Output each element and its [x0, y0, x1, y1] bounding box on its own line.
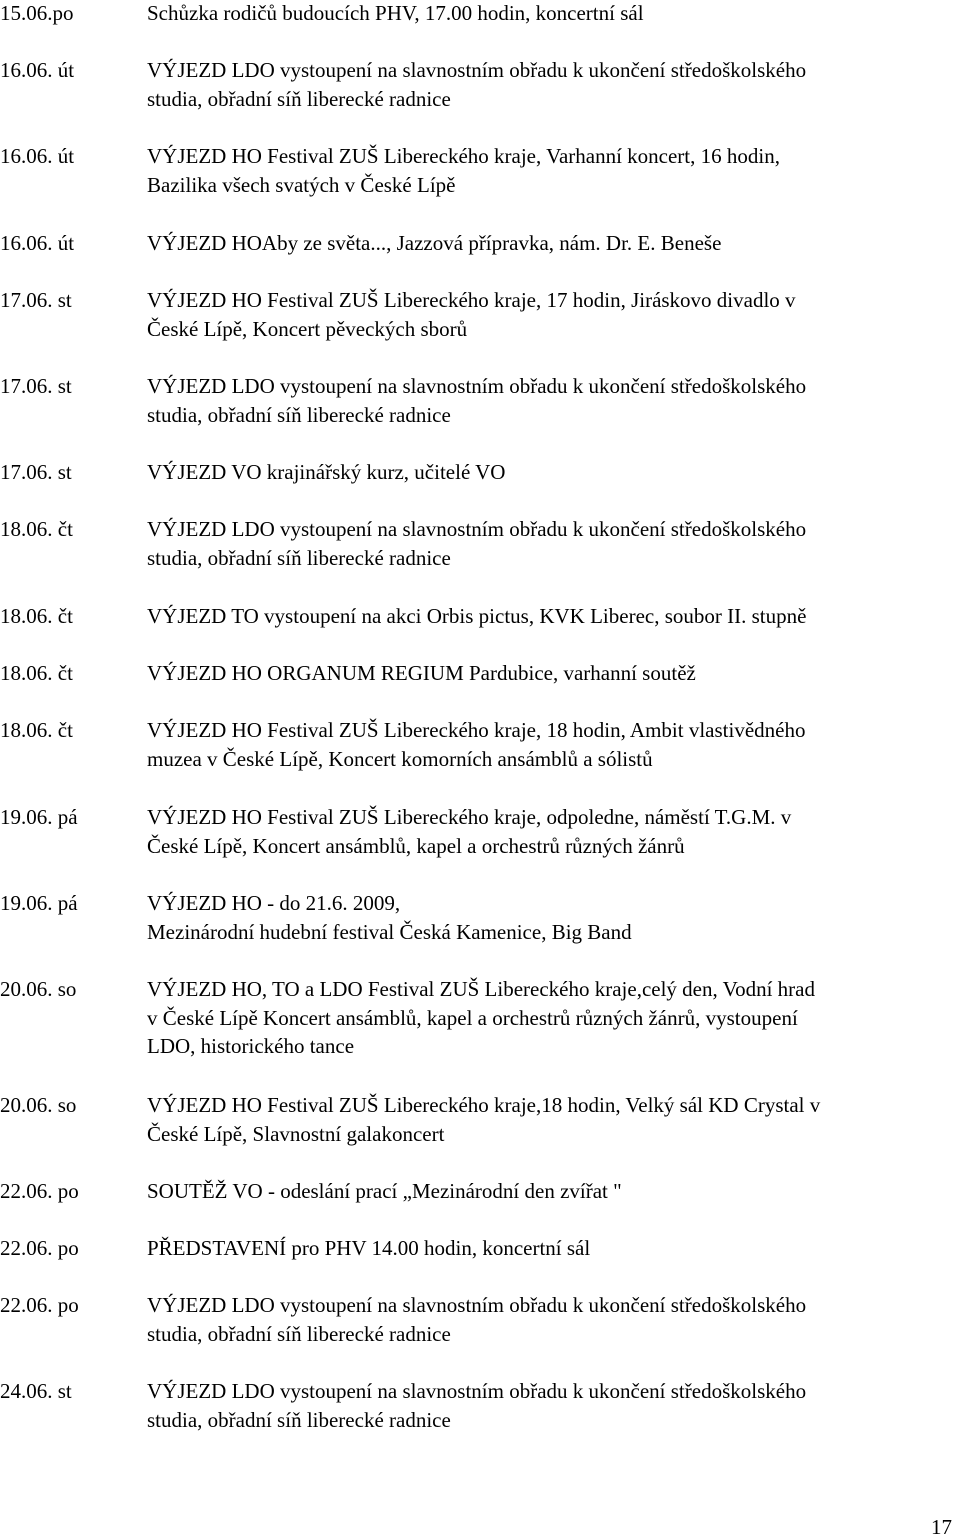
- entry-description: [147, 142, 957, 199]
- entry-date: 16.06. út: [0, 231, 75, 255]
- entry-description: [147, 716, 957, 773]
- entry-line: VÝJEZD HOAby ze světa..., Jazzová přípravka, nám. Dr. E. Beneše: [147, 231, 722, 255]
- entry-date: 18.06. čt: [0, 604, 73, 628]
- entry-line: České Lípě, Koncert pěveckých sborů: [147, 316, 468, 341]
- entry-line: VÝJEZD HO ORGANUM REGIUM Pardubice, varhanní soutěž: [147, 661, 696, 685]
- entry-description: [147, 1177, 957, 1206]
- entry-line: Mezinárodní hudební festival Česká Kamenice, Big Band: [147, 919, 632, 944]
- entry-line: studia, obřadní síň liberecké radnice: [147, 1321, 451, 1346]
- entry-date: 19.06. pá: [0, 805, 78, 829]
- entry-date: 20.06. so: [0, 1093, 77, 1117]
- entry-description: [147, 286, 957, 343]
- entry-date: 24.06. st: [0, 1379, 72, 1403]
- entry-line: Schůzka rodičů budoucích PHV, 17.00 hodin, koncertní sál: [147, 1, 644, 25]
- entry-line: VÝJEZD HO Festival ZUŠ Libereckého kraje, Varhanní koncert, 16 hodin,: [147, 144, 780, 168]
- entry-line: VÝJEZD HO Festival ZUŠ Libereckého kraje, odpoledne, náměstí T.G.M. v: [147, 805, 792, 829]
- entry-line: VÝJEZD TO vystoupení na akci Orbis pictus, KVK Liberec, soubor II. stupně: [147, 604, 807, 628]
- entry-line: VÝJEZD VO krajinářský kurz, učitelé VO: [147, 460, 506, 484]
- entry-line: VÝJEZD LDO vystoupení na slavnostním obřadu k ukončení středoškolského: [147, 58, 807, 82]
- entry-line: LDO, historického tance: [147, 1034, 355, 1058]
- entry-date: 17.06. st: [0, 460, 72, 484]
- entry-date: 22.06. po: [0, 1179, 79, 1203]
- entry-date: 19.06. pá: [0, 891, 78, 915]
- entry-date: 18.06. čt: [0, 661, 73, 685]
- entry-date: 22.06. po: [0, 1236, 79, 1260]
- entry-date: 18.06. čt: [0, 517, 73, 541]
- entry-line: VÝJEZD HO Festival ZUŠ Libereckého kraje, 18 hodin, Ambit vlastivědného: [147, 718, 806, 742]
- entry-date: 16.06. út: [0, 58, 75, 82]
- entry-description: [147, 56, 957, 113]
- entry-line: VÝJEZD HO - do 21.6. 2009,: [147, 891, 401, 915]
- entry-description: [147, 515, 957, 572]
- entry-date: 16.06. út: [0, 144, 75, 168]
- entry-line: České Lípě, Slavnostní galakoncert: [147, 1121, 445, 1146]
- entry-line: SOUTĚŽ VO - odeslání prací „Mezinárodní den zvířat ": [147, 1179, 622, 1203]
- entry-line: VÝJEZD LDO vystoupení na slavnostním obřadu k ukončení středoškolského: [147, 374, 807, 398]
- entry-description: [147, 1091, 957, 1148]
- entry-date: 17.06. st: [0, 288, 72, 312]
- entry-line: VÝJEZD LDO vystoupení na slavnostním obřadu k ukončení středoškolského: [147, 517, 807, 541]
- entry-line: VÝJEZD LDO vystoupení na slavnostním obřadu k ukončení středoškolského: [147, 1379, 807, 1403]
- entry-description: [147, 1291, 957, 1348]
- entry-line: v České Lípě Koncert ansámblů, kapel a orchestrů různých žánrů, vystoupení: [147, 1005, 798, 1030]
- page-number: 17: [931, 1515, 952, 1539]
- entry-description: [147, 0, 957, 28]
- entry-line: České Lípě, Koncert ansámblů, kapel a orchestrů různých žánrů: [147, 833, 685, 858]
- entry-description: [147, 372, 957, 429]
- entry-line: studia, obřadní síň liberecké radnice: [147, 402, 451, 427]
- entry-description: [147, 458, 957, 487]
- entry-description: [147, 229, 957, 258]
- entry-line: studia, obřadní síň liberecké radnice: [147, 1407, 451, 1432]
- entry-description: [147, 889, 957, 946]
- entry-line: muzea v České Lípě, Koncert komorních ansámblů a sólistů: [147, 746, 653, 771]
- entry-description: [147, 803, 957, 860]
- entry-line: PŘEDSTAVENÍ pro PHV 14.00 hodin, koncertní sál: [147, 1236, 591, 1260]
- entry-line: studia, obřadní síň liberecké radnice: [147, 86, 451, 111]
- entry-line: VÝJEZD HO Festival ZUŠ Libereckého kraje,18 hodin, Velký sál KD Crystal v: [147, 1093, 821, 1117]
- entry-description: [147, 602, 957, 631]
- entry-line: VÝJEZD LDO vystoupení na slavnostním obřadu k ukončení středoškolského: [147, 1293, 807, 1317]
- entry-line: VÝJEZD HO Festival ZUŠ Libereckého kraje, 17 hodin, Jiráskovo divadlo v: [147, 288, 796, 312]
- entry-date: 17.06. st: [0, 374, 72, 398]
- entry-description: [147, 1377, 957, 1434]
- entry-line: Bazilika všech svatých v České Lípě: [147, 172, 456, 197]
- entry-date: 18.06. čt: [0, 718, 73, 742]
- entry-description: [147, 1234, 957, 1263]
- entry-date: 15.06.po: [0, 1, 74, 25]
- entry-date: 22.06. po: [0, 1293, 79, 1317]
- entry-description: [147, 659, 957, 688]
- entry-line: VÝJEZD HO, TO a LDO Festival ZUŠ Libereckého kraje,celý den, Vodní hrad: [147, 977, 815, 1001]
- entry-description: [147, 975, 957, 1061]
- entry-line: studia, obřadní síň liberecké radnice: [147, 545, 451, 570]
- entry-date: 20.06. so: [0, 977, 77, 1001]
